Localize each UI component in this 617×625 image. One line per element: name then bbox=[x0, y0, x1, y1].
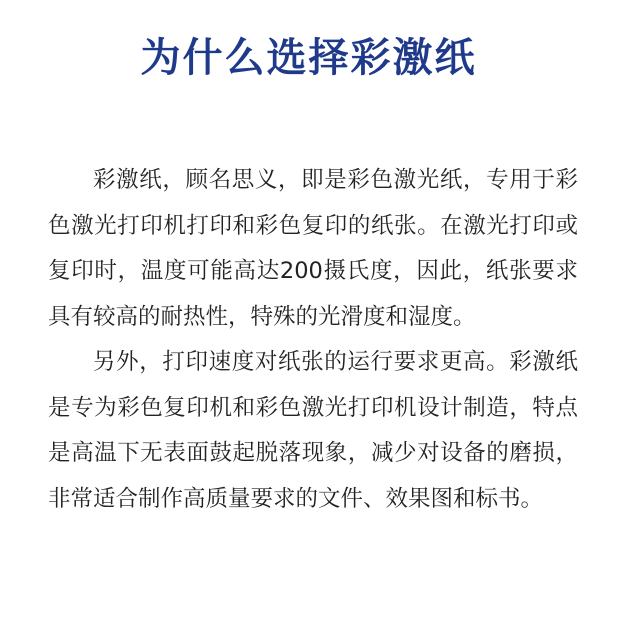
article-body bbox=[48, 158, 578, 522]
paragraph-intro: 彩激纸，顾名思义，即是彩色激光纸，专用于彩色激光打印机打印和彩色复印的纸张。在激光打印或复印时，温度可能高达200摄氏度，因此，纸张要求具有较高的耐热性，特殊的光滑度和湿度。 bbox=[48, 167, 578, 330]
page-title: 为什么选择彩激纸 bbox=[140, 35, 477, 81]
paragraph-features: 另外，打印速度对纸张的运行要求更高。彩激纸是专为彩色复印机和彩色激光打印机设计制造，特点是高温下无表面鼓起脱落现象，减少对设备的磨损，非常适合制作高质量要求的文件、效果图和标书。 bbox=[48, 349, 578, 512]
